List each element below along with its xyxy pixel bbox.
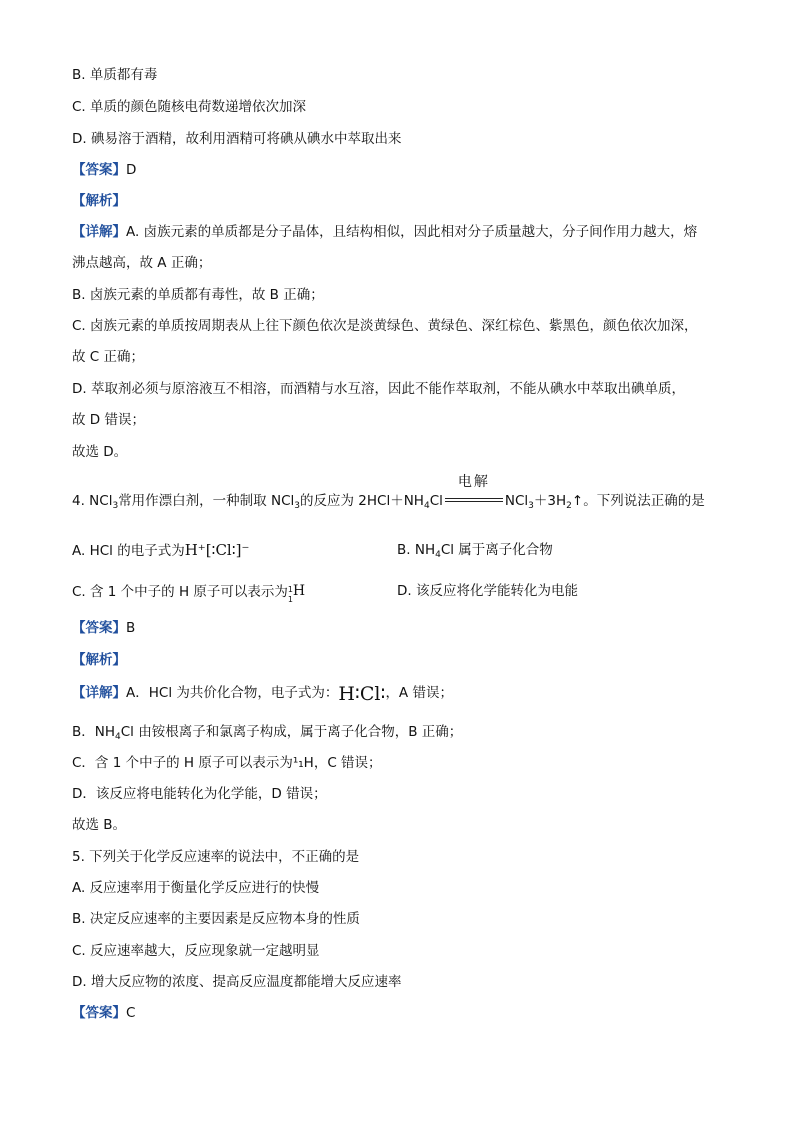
hcl-electron-formula-covalent: H∶Cl∶ bbox=[338, 683, 386, 705]
q3-conclusion: 故选 D。 bbox=[72, 444, 128, 460]
q4-conclusion: 故选 B。 bbox=[72, 817, 127, 833]
answer-value: D bbox=[126, 162, 137, 178]
q3-detail-d-line1: D. 萃取剂必须与原溶液互不相溶，而酒精与水互溶，因此不能作萃取剂，不能从碘水中萃取出碘单质， bbox=[72, 381, 685, 397]
q3-option-d: D. 碘易溶于酒精，故利用酒精可将碘从碘水中萃取出来 bbox=[72, 131, 402, 147]
q4-option-a: A. HCl 的电子式为H⁺[∶Cl∶]⁻ bbox=[72, 541, 250, 559]
q5-option-c: C. 反应速率越大，反应现象就一定越明显 bbox=[72, 943, 320, 959]
q3-detail-b: B. 卤族元素的单质都有毒性，故 B 正确； bbox=[72, 287, 324, 303]
hydrogen-isotope-inline: ¹₁H bbox=[292, 755, 314, 771]
q4-detail-a: 【详解】A．HCl 为共价化合物，电子式为：H∶Cl∶，A 错误； bbox=[72, 683, 453, 705]
q3-answer bbox=[72, 161, 136, 179]
q3-detail-d-line2: 故 D 错误； bbox=[72, 412, 145, 428]
reaction-condition-arrow bbox=[445, 474, 503, 507]
q4-option-c: C. 含 1 个中子的 H 原子可以表示为 1 1 H bbox=[72, 583, 306, 604]
q3-detail-a-line2: 沸点越高，故 A 正确； bbox=[72, 255, 212, 271]
q3-option-c: C. 单质的颜色随核电荷数递增依次加深 bbox=[72, 99, 307, 115]
q4-option-b: B. $NH_4Cl$ 属于离子化合物 bbox=[397, 542, 553, 560]
q4-answer: 【答案】B bbox=[72, 620, 136, 636]
q3-option-b: B. 单质都有毒 bbox=[72, 67, 158, 83]
hcl-electron-formula-ionic: H⁺[∶Cl∶]⁻ bbox=[184, 541, 250, 559]
answer-tag: 【答案】 bbox=[72, 162, 126, 178]
q4-option-d: D. 该反应将化学能转化为电能 bbox=[397, 583, 578, 599]
q5-stem: 5. 下列关于化学反应速率的说法中，不正确的是 bbox=[72, 849, 360, 865]
hydrogen-isotope-symbol: 1 1 H bbox=[287, 583, 306, 604]
q5-option-a: A. 反应速率用于衡量化学反应进行的快慢 bbox=[72, 880, 320, 896]
q5-option-b: B. 决定反应速率的主要因素是反应物本身的性质 bbox=[72, 911, 360, 927]
detail-tag: 【详解】 bbox=[72, 224, 126, 240]
q4-analysis-tag: 【解析】 bbox=[72, 652, 126, 668]
q3-detail-c-line1: C. 卤族元素的单质按周期表从上往下颜色依次是淡黄绿色、黄绿色、深红棕色、紫黑色，颜色依次加深， bbox=[72, 318, 698, 334]
q4-detail-b: B．$NH_4Cl$ 由铵根离子和氯离子构成，属于离子化合物，B 正确； bbox=[72, 724, 463, 742]
condition-label: 电解 bbox=[457, 474, 490, 490]
q4-detail-d: D．该反应将电能转化为化学能，D 错误； bbox=[72, 786, 327, 802]
q4-stem: 4. NCl$_3$常用作漂白剂，一种制取 NCl$_3$的反应为 $2HCl+NH_4Cl$ 电解 $NCl_3+3H_2↑$。下列说法正确的是 bbox=[72, 474, 705, 511]
answer-value: B bbox=[126, 620, 136, 636]
q3-detail-a-line1: 【详解】A. 卤族元素的单质都是分子晶体，且结构相似，因此相对分子质量越大，分子间作用力越大，熔 bbox=[72, 224, 698, 240]
answer-value: C bbox=[126, 1005, 136, 1021]
q3-detail-c-line2: 故 C 正确； bbox=[72, 349, 145, 365]
q4-detail-c: C．含 1 个中子的 H 原子可以表示为¹₁H，C 错误； bbox=[72, 755, 382, 771]
q5-answer: 【答案】C bbox=[72, 1005, 136, 1021]
q5-option-d: D. 增大反应物的浓度、提高反应温度都能增大反应速率 bbox=[72, 974, 402, 990]
q3-analysis-tag: 【解析】 bbox=[72, 193, 126, 209]
